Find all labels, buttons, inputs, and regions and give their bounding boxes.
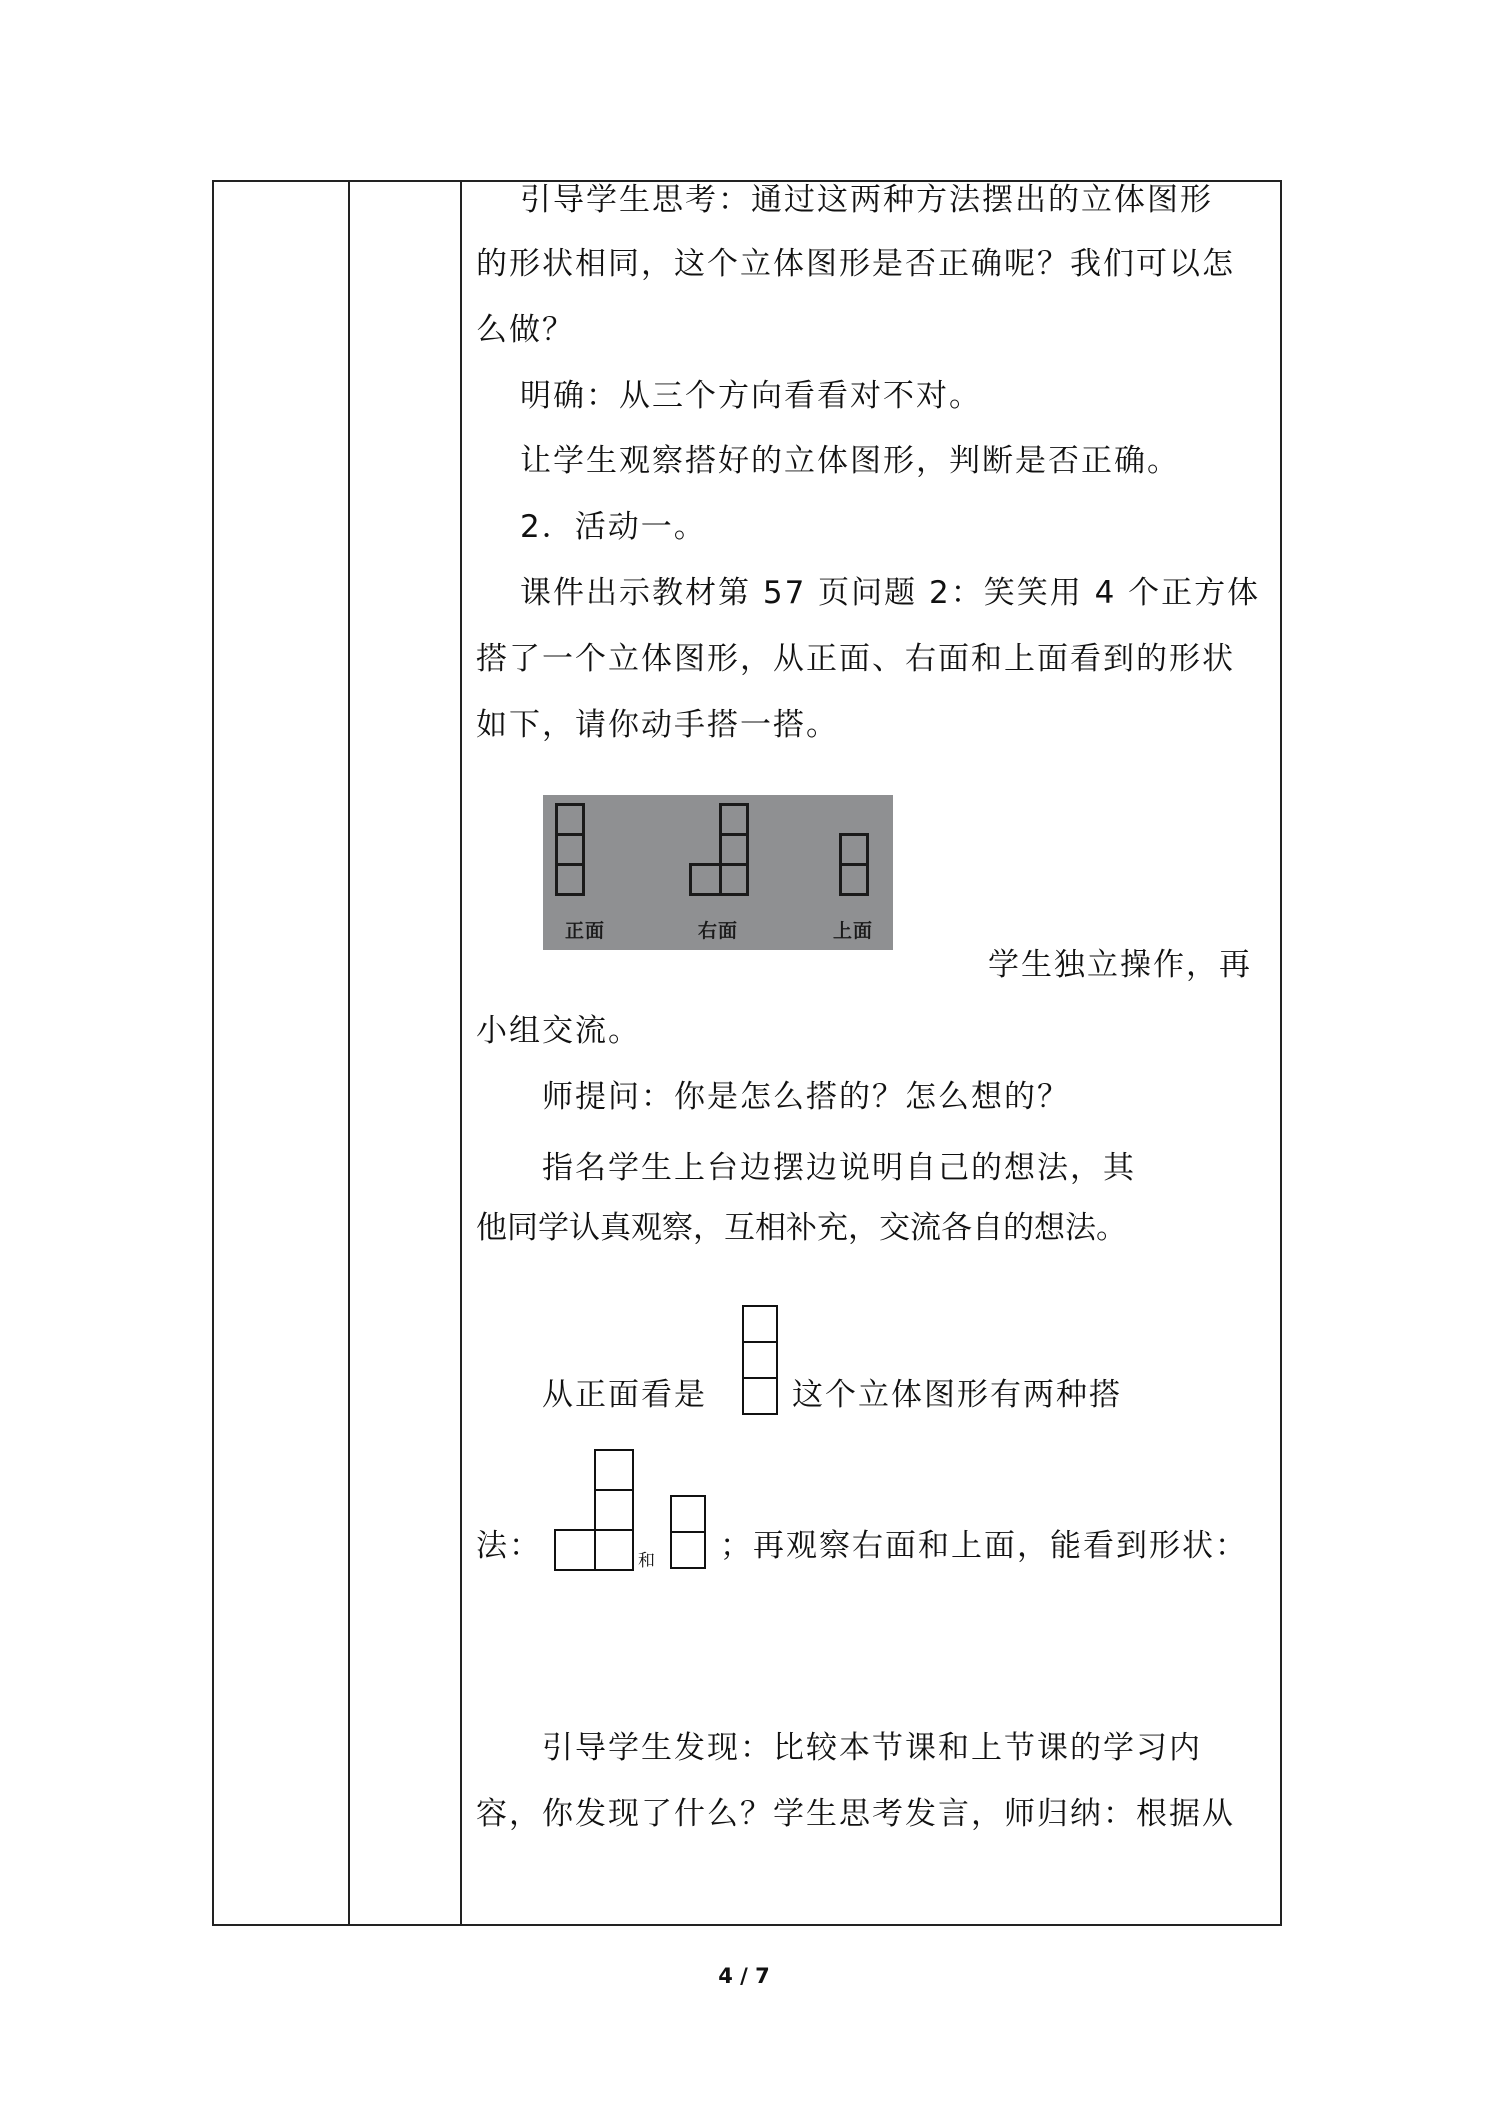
shape-square bbox=[594, 1529, 634, 1571]
paragraph-guide-think-line1: 引导学生思考：通过这两种方法摆出的立体图形 bbox=[520, 182, 1213, 218]
paragraph-student-explain-line1: 指名学生上台边摆边说明自己的想法，其 bbox=[542, 1150, 1136, 1186]
shape-square bbox=[670, 1531, 706, 1569]
top-view-square bbox=[839, 863, 869, 896]
paragraph-courseware-line2: 搭了一个立体图形，从正面、右面和上面看到的形状 bbox=[476, 641, 1235, 677]
paragraph-activity-one: 2．活动一。 bbox=[520, 509, 707, 545]
page-number: 4 / 7 bbox=[718, 1964, 770, 1988]
paragraph-clarify: 明确：从三个方向看看对不对。 bbox=[520, 378, 982, 414]
table-column-divider-2 bbox=[460, 180, 462, 1926]
front-view-square bbox=[555, 803, 585, 836]
right-view-square bbox=[719, 863, 749, 896]
top-view-square bbox=[839, 833, 869, 866]
table-column-divider-1 bbox=[348, 180, 350, 1926]
text-and: 和 bbox=[638, 1551, 655, 1571]
three-views-figure bbox=[543, 795, 893, 950]
shape-square bbox=[594, 1449, 634, 1491]
paragraph-student-explain-line2: 他同学认真观察，互相补充，交流各自的想法。 bbox=[476, 1210, 1127, 1246]
front-view-label: 正面 bbox=[565, 920, 606, 942]
paragraph-operate-line2: 小组交流。 bbox=[476, 1013, 641, 1049]
paragraph-guide-think-line3: 么做？ bbox=[476, 312, 575, 348]
text-front-view: 从正面看是 bbox=[542, 1377, 707, 1413]
paragraph-courseware-line3: 如下，请你动手搭一搭。 bbox=[476, 707, 839, 743]
shape-square bbox=[594, 1489, 634, 1531]
shape-square bbox=[742, 1377, 778, 1415]
paragraph-observe: 让学生观察搭好的立体图形，判断是否正确。 bbox=[520, 443, 1180, 479]
text-method: 法： bbox=[476, 1528, 542, 1564]
paragraph-discover-line2: 容，你发现了什么？学生思考发言，师归纳：根据从 bbox=[476, 1796, 1235, 1832]
shape-square bbox=[742, 1341, 778, 1379]
right-view-square bbox=[719, 833, 749, 866]
right-view-square bbox=[689, 863, 722, 896]
content-cell bbox=[476, 180, 1280, 1926]
text-two-ways: 这个立体图形有两种搭 bbox=[792, 1377, 1122, 1413]
paragraph-teacher-question: 师提问：你是怎么搭的？怎么想的？ bbox=[542, 1079, 1070, 1115]
right-view-square bbox=[719, 803, 749, 836]
shape-square bbox=[670, 1495, 706, 1533]
right-view-label: 右面 bbox=[698, 920, 739, 942]
paragraph-operate-line1: 学生独立操作，再 bbox=[988, 947, 1252, 983]
paragraph-guide-think-line2: 的形状相同，这个立体图形是否正确呢？我们可以怎 bbox=[476, 246, 1235, 282]
shape-square bbox=[554, 1529, 596, 1571]
front-view-square bbox=[555, 863, 585, 896]
top-view-label: 上面 bbox=[833, 920, 874, 942]
paragraph-courseware-line1: 课件出示教材第 57 页问题 2：笑笑用 4 个正方体 bbox=[520, 575, 1261, 611]
text-observe-right-top: ；再观察右面和上面，能看到形状： bbox=[720, 1528, 1248, 1564]
shape-square bbox=[742, 1305, 778, 1343]
paragraph-discover-line1: 引导学生发现：比较本节课和上节课的学习内 bbox=[542, 1730, 1202, 1766]
front-view-square bbox=[555, 833, 585, 866]
